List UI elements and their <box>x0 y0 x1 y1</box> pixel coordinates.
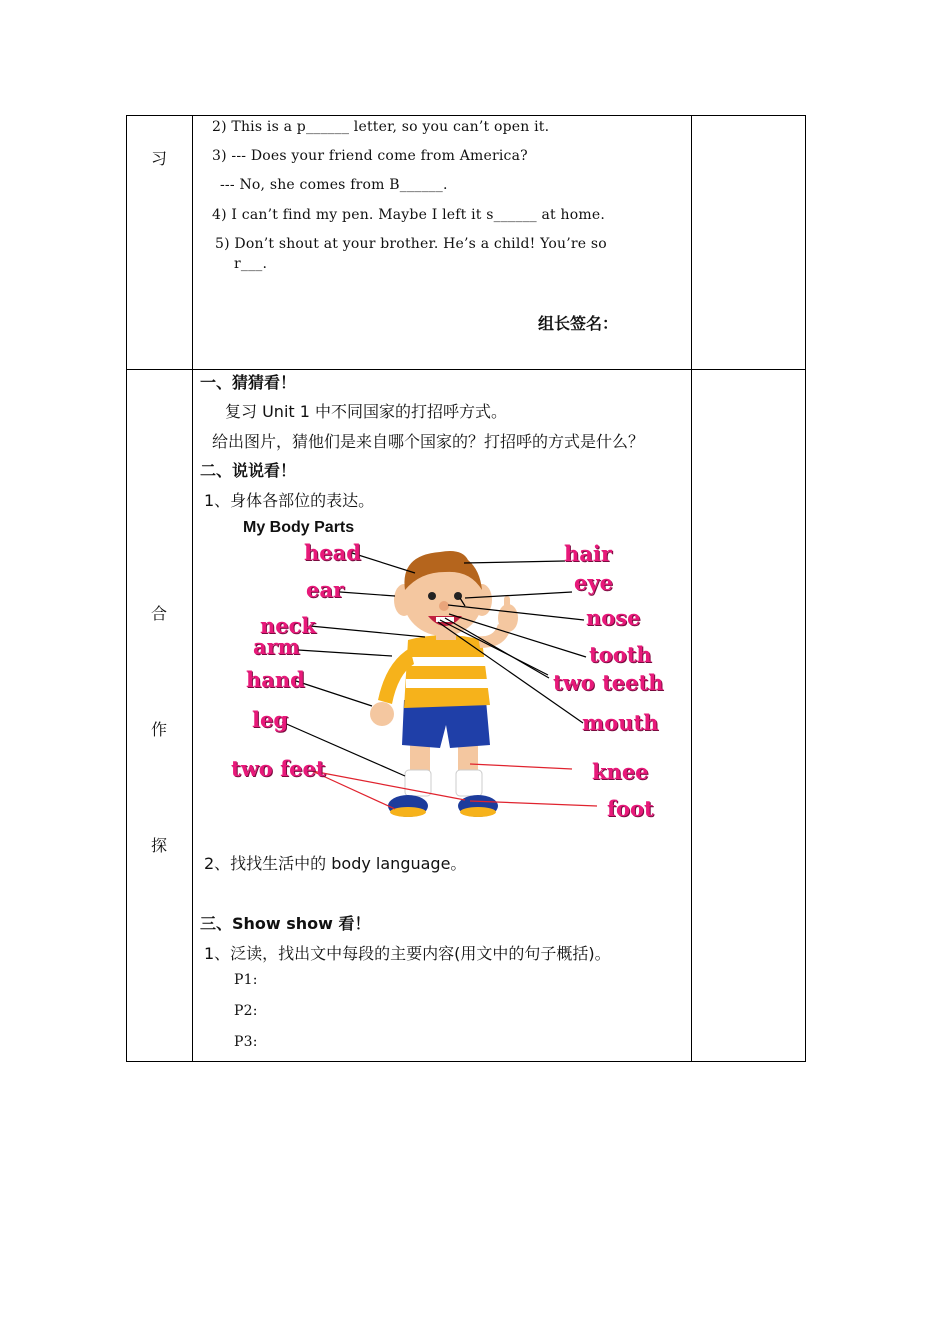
pointer-lines-red <box>312 764 597 809</box>
label-eye: eye <box>574 570 613 595</box>
label-mouth: mouth <box>582 710 659 735</box>
section2-item1: 1、身体各部位的表达。 <box>204 491 375 510</box>
section3-item1: 1、泛读，找出文中每段的主要内容(用文中的句子概括)。 <box>204 944 611 963</box>
exercise-q2: 2) This is a p______ letter, so you can’t open it. <box>212 119 550 135</box>
paragraph-1-label: P1: <box>234 972 258 988</box>
label-foot: foot <box>607 796 654 821</box>
label-arm: arm <box>253 634 300 659</box>
paragraph-2-label: P2: <box>234 1003 258 1019</box>
group-leader-signature: 组长签名： <box>538 314 619 333</box>
side-label-zuo: 作 <box>150 720 167 739</box>
label-head: head <box>304 540 361 565</box>
section2-item2: 2、找找生活中的 body language。 <box>204 854 467 873</box>
label-tooth: tooth <box>589 642 652 667</box>
section1-line1: 复习 Unit 1 中不同国家的打招呼方式。 <box>225 402 508 421</box>
side-label-practice: 习 <box>150 149 167 168</box>
label-hair: hair <box>564 541 612 566</box>
diagram-title: My Body Parts <box>243 519 355 536</box>
section2-heading: 二、说说看！ <box>200 461 297 480</box>
label-ear: ear <box>306 577 345 602</box>
label-neck: neck <box>260 613 316 638</box>
label-knee: knee <box>592 759 649 784</box>
left-eye <box>428 592 436 600</box>
side-label-he: 合 <box>150 604 167 623</box>
right-sock <box>456 770 482 796</box>
exercise-q3b: --- No, she comes from B______. <box>220 177 448 193</box>
left-hand <box>370 702 394 726</box>
paragraph-3-label: P3: <box>234 1034 258 1050</box>
pointing-finger <box>504 596 510 612</box>
section3-heading: 三、Show show 看！ <box>200 914 371 933</box>
boy-figure <box>370 551 518 817</box>
exercise-q3a: 3) --- Does your friend come from America? <box>212 148 528 164</box>
label-hand: hand <box>246 667 305 692</box>
exercise-q5b: r___. <box>234 256 268 272</box>
label-two-feet: two feet <box>231 756 326 781</box>
exercise-q4: 4) I can’t find my pen. Maybe I left it s______ at home. <box>212 207 605 223</box>
left-sock <box>405 770 431 796</box>
exercise-q5a: 5) Don’t shout at your brother. He’s a child! You’re so <box>215 236 607 252</box>
right-sole <box>460 807 496 817</box>
left-sole <box>390 807 426 817</box>
section1-line2: 给出图片，猜他们是来自哪个国家的？打招呼的方式是什么？ <box>212 432 645 451</box>
section1-heading: 一、猜猜看！ <box>200 373 297 392</box>
shirt-stripe-1 <box>408 657 488 666</box>
shirt-stripe-2 <box>406 679 490 688</box>
label-two-teeth: two teeth <box>553 670 664 695</box>
label-nose: nose <box>586 605 641 630</box>
side-label-tan: 探 <box>150 836 167 855</box>
nose <box>439 601 449 611</box>
label-leg: leg <box>252 707 289 732</box>
shirt <box>404 635 490 708</box>
